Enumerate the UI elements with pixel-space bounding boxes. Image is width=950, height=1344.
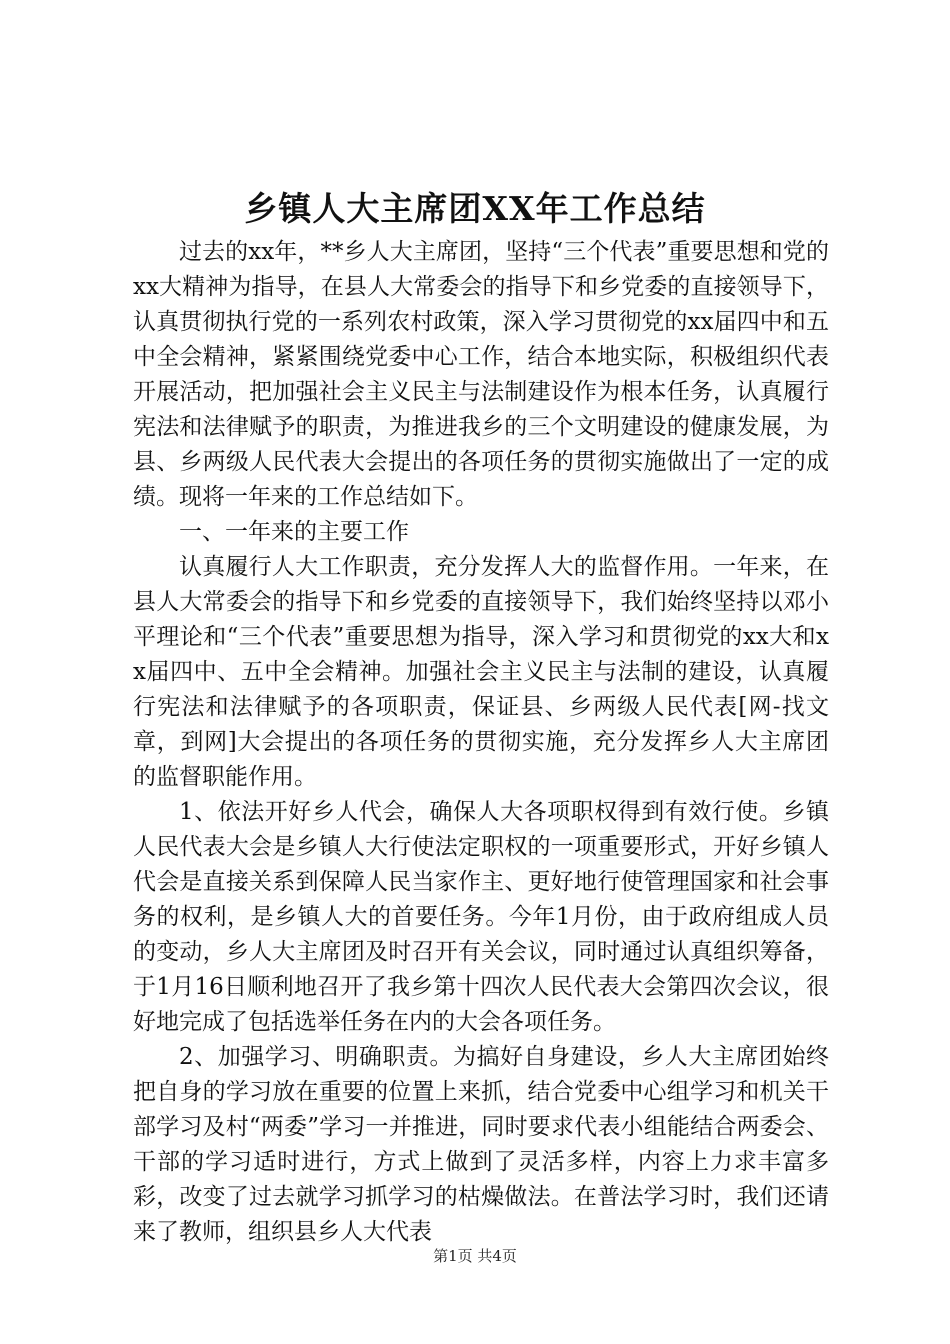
page-number: 第1页 共4页	[433, 1247, 517, 1265]
section-heading: 一、一年来的主要工作	[179, 519, 409, 545]
document-body	[133, 235, 829, 1250]
item-1-paragraph: 1、依法开好乡人代会，确保人大各项职权得到有效行使。乡镇人民代表大会是乡镇人大行使法定职权的一项重要形式，开好乡镇人代会是直接关系到保障人民当家作主、更好地行使管理国家和社会事务的权利，是乡镇人大的首要任务。今年1月份，由于政府组成人员的变动，乡人大主席团及时召开有关会议，同时通过认真组织筹备，于1月16日顺利地召开了我乡第十四次人民代表大会第四次会议，很好地完成了包括选举任务在内的大会各项任务。	[133, 799, 829, 1035]
item-2-paragraph: 2、加强学习、明确职责。为搞好自身建设，乡人大主席团始终把自身的学习放在重要的位置上来抓，结合党委中心组学习和机关干部学习及村“两委”学习一并推进，同时要求代表小组能结合两委会、干部的学习适时进行，方式上做到了灵活多样，内容上力求丰富多彩，改变了过去就学习抓学习的枯燥做法。在普法学习时，我们还请来了教师，组织县乡人大代表	[133, 1044, 829, 1245]
intro-paragraph: 过去的xx年，**乡人大主席团，坚持“三个代表”重要思想和党的xx大精神为指导，在县人大常委会的指导下和乡党委的直接领导下，认真贯彻执行党的一系列农村政策，深入学习贯彻党的xx届四中和五中全会精神，紧紧围绕党委中心工作，结合本地实际，积极组织代表开展活动，把加强社会主义民主与法制建设作为根本任务，认真履行宪法和法律赋予的职责，为推进我乡的三个文明建设的健康发展，为县、乡两级人民代表大会提出的各项任务的贯彻实施做出了一定的成绩。现将一年来的工作总结如下。	[133, 239, 829, 510]
section-paragraph: 认真履行人大工作职责，充分发挥人大的监督作用。一年来，在县人大常委会的指导下和乡党委的直接领导下，我们始终坚持以邓小平理论和“三个代表”重要思想为指导，深入学习和贯彻党的xx大和xx届四中、五中全会精神。加强社会主义民主与法制的建设，认真履行宪法和法律赋予的各项职责，保证县、乡两级人民代表[网-找文章，到网]大会提出的各项任务的贯彻实施，充分发挥乡人大主席团的监督职能作用。	[133, 554, 829, 790]
page-title: 乡镇人大主席团XX年工作总结	[244, 189, 706, 228]
